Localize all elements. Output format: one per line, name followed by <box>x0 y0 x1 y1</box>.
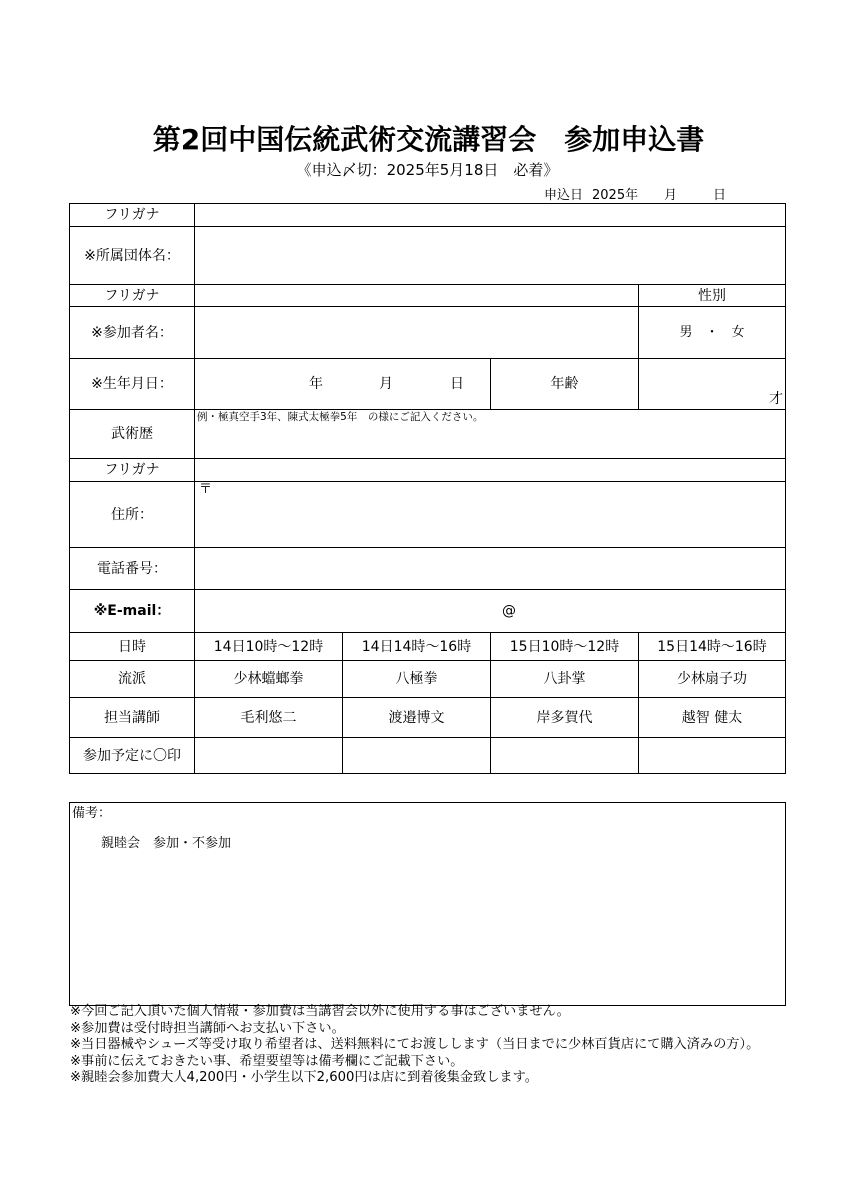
application-date-year: 2025年 <box>592 188 639 203</box>
martial-history-field <box>194 409 786 459</box>
postal-mark: 〒 <box>199 482 213 497</box>
address-field <box>194 481 786 548</box>
session-instructor: 毛利悠二 <box>194 697 343 738</box>
session-style: 八極拳 <box>342 660 491 698</box>
session-datetime: 15日10時～12時 <box>490 632 639 661</box>
participant-furigana-label: フリガナ <box>69 284 195 307</box>
address-label: 住所： <box>69 481 195 548</box>
session-attend-mark <box>638 737 786 774</box>
birth-month-unit: 月 <box>379 376 393 392</box>
birthdate-label: ※生年月日： <box>69 358 195 410</box>
application-form-table <box>69 203 786 774</box>
age-unit: 才 <box>769 391 783 407</box>
schedule-attend-label: 参加予定に〇印 <box>69 737 195 774</box>
session-attend-mark <box>342 737 491 774</box>
session-instructor: 渡邉博文 <box>342 697 491 738</box>
group-furigana-label: フリガナ <box>69 203 195 227</box>
schedule-style-label: 流派 <box>69 660 195 698</box>
participant-name-field <box>194 306 639 359</box>
footer-note: ※親睦会参加費大人4,200円・小学生以下2,600円は店に到着後集金致します。 <box>70 1070 538 1086</box>
address-furigana-label: フリガナ <box>69 458 195 482</box>
phone-label: 電話番号： <box>69 547 195 590</box>
session-attend-mark <box>194 737 343 774</box>
footer-note: ※今回ご記入頂いた個人情報・参加費は当講習会以外に使用する事はございません。 <box>70 1004 570 1019</box>
footer-note: ※当日器械やシューズ等受け取り希望者は、送料無料にてお渡しします（当日までに少林百貨店にて購入済みの方）。 <box>70 1037 760 1053</box>
gender-options: 男 ・ 女 <box>638 306 786 359</box>
birth-day-unit: 日 <box>450 376 464 392</box>
email-field <box>194 589 786 633</box>
footer-note: ※参加費は受付時担当講師へお支払い下さい。 <box>70 1020 345 1036</box>
social-gathering-option: 親睦会 参加・不参加 <box>101 836 232 851</box>
email-label: ※E-mail： <box>69 589 195 633</box>
age-field <box>638 358 786 410</box>
schedule-instructor-label: 担当講師 <box>69 697 195 738</box>
application-date-month: 月 <box>664 188 678 203</box>
session-instructor: 越智 健太 <box>638 697 786 738</box>
session-style: 八卦掌 <box>490 660 639 698</box>
group-name-field <box>194 226 786 285</box>
group-furigana-field <box>194 203 786 227</box>
session-style: 少林蟷螂拳 <box>194 660 343 698</box>
session-attend-mark <box>490 737 639 774</box>
phone-field <box>194 547 786 590</box>
age-label: 年齢 <box>490 358 639 410</box>
remarks-label: 備考： <box>72 806 112 821</box>
session-datetime: 14日14時～16時 <box>342 632 491 661</box>
application-date-day: 日 <box>713 188 727 203</box>
session-instructor: 岸多賀代 <box>490 697 639 738</box>
participant-name-label: ※参加者名： <box>69 306 195 359</box>
footer-note: ※事前に伝えておきたい事、希望要望等は備考欄にご記載下さい。 <box>70 1053 464 1069</box>
session-datetime: 15日14時～16時 <box>638 632 786 661</box>
schedule-datetime-label: 日時 <box>69 632 195 661</box>
session-style: 少林扇子功 <box>638 660 786 698</box>
birth-year-unit: 年 <box>309 376 323 392</box>
remarks-box <box>69 802 786 1006</box>
martial-history-label: 武術歴 <box>69 409 195 459</box>
application-date-label: 申込日 <box>544 188 584 203</box>
martial-history-example: 例・極真空手3年、陳式太極拳5年 の様にご記入ください。 <box>197 411 484 423</box>
gender-label: 性別 <box>638 284 786 307</box>
birthdate-field <box>194 358 491 410</box>
deadline-notice: 《申込〆切：2025年5月18日 必着》 <box>296 161 559 179</box>
form-title: 第2回中国伝統武術交流講習会 参加申込書 <box>152 123 705 156</box>
email-at-sign: @ <box>502 603 516 619</box>
group-name-label: ※所属団体名： <box>69 226 195 285</box>
address-furigana-field <box>194 458 786 482</box>
session-datetime: 14日10時～12時 <box>194 632 343 661</box>
participant-furigana-field <box>194 284 639 307</box>
footer-notes <box>70 1004 840 1087</box>
